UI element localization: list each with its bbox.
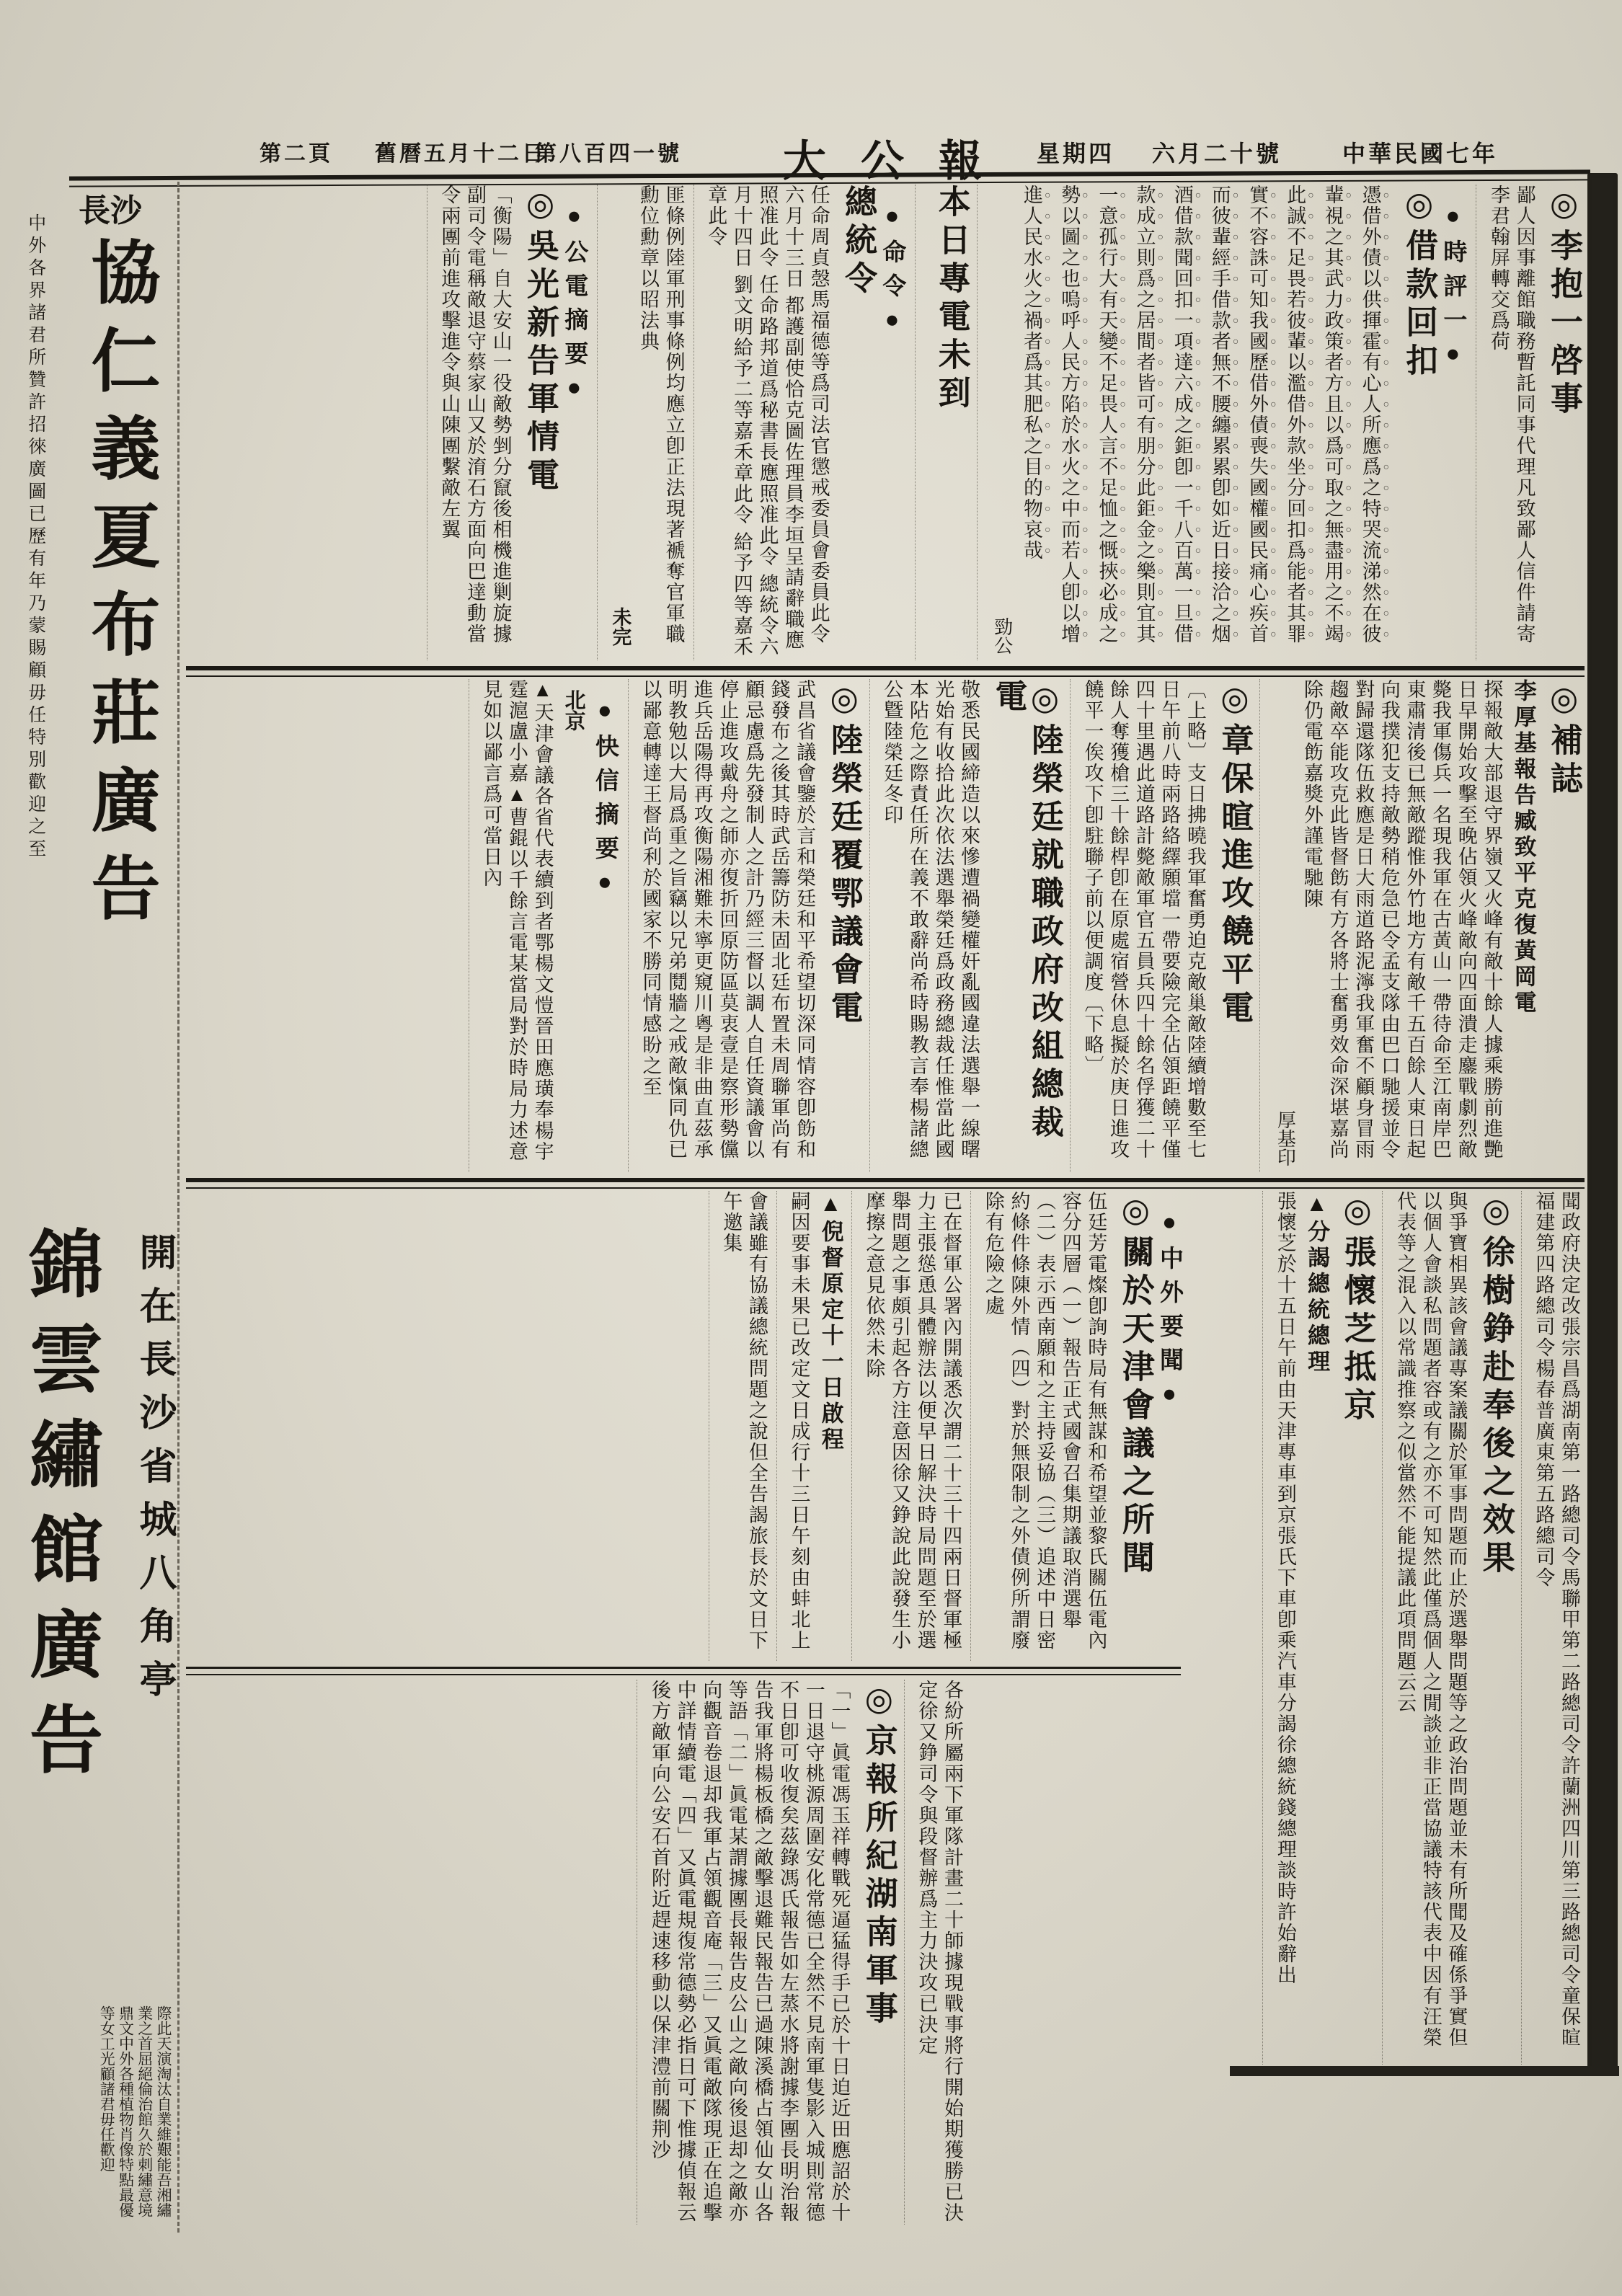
masthead-year: 中華民國七年 bbox=[1342, 141, 1499, 167]
article bbox=[427, 185, 590, 660]
page-edge-border bbox=[1587, 173, 1618, 2076]
article-body: 伍廷芳電燦卽詢時局有無謀和希望並黎氏關伍電內容分四層（一）報告正式國會召集期議取消選舉（二）表示西南願和之主持妥協（三）追述中日密約條件條陳外情（四）對於無限制之外債例所謂廢除有危險之處 bbox=[982, 1191, 1107, 1651]
ad-cloth-shop bbox=[22, 185, 159, 1208]
article-subhead: ▲倪督原定十一日啟程 bbox=[817, 1191, 843, 1453]
band-capital-news-right bbox=[1191, 1191, 1582, 2065]
article-body: 「一」眞電馮玉祥轉戰死逼猛得手已於十日迫近田應詔於十一日退守桃源周圍安化常德已全然不見南軍隻影入城則常德不日卽可收復矣茲錄馮氏報告如左蒸水將謝據李團長明治報告我軍將楊板橋之敵擊退難民報告已過陳溪橋占領仙女山各等語「二」眞電某謂據團長報告皮公山之敵向後退却之敵亦向觀音卷退却我軍占領觀音庵「三」又眞電敵隊現正在追擊中詳情續電「四」又眞電規復常德勢必指日可下惟據偵報云後方敵軍向公安石首附近趕速移動以保津澧前關荆沙 bbox=[648, 1680, 851, 2223]
article-note: 未完 bbox=[609, 607, 631, 646]
article bbox=[597, 185, 686, 660]
article bbox=[637, 1680, 896, 2225]
article bbox=[869, 679, 1063, 1172]
masthead-date: 六月二十號 bbox=[1152, 141, 1282, 167]
article-body: 〔上略〕支日拂曉我軍奮勇迫克敵巢敵陸續增數至七日午前八時兩路絡繹願壋一帶要險完全佔領距饒平僅四十里遇此道路計斃敵軍官五員兵四十餘名俘獲二十餘人奪獲槍三十餘桿卽在原處宿營休息擬於庚日進攻饒平一俟攻下卽駐聯子前以便調度〔下略〕 bbox=[1081, 679, 1207, 1160]
ad-embroidery-body: 際此天演淘汰自業維艱能吾湘繡業之首屈絕倫治館久於刺繡意境鼎文中外各種植物肖像特點最優等女工光顧諸君毋任歡迎 bbox=[98, 2005, 172, 2217]
masthead-weekday: 星期四 bbox=[1037, 141, 1115, 167]
article bbox=[469, 679, 621, 1172]
article-headline: 本日專電未到 bbox=[933, 185, 970, 414]
band-hunan-military bbox=[186, 1680, 965, 2225]
article-body: 各紛所屬兩下軍隊計畫二十師據現戰事將行開始期獲勝已決定徐又錚司令與段督辦爲主力決攻已決定 bbox=[916, 1680, 963, 2223]
article-headline: 總統令 bbox=[840, 185, 877, 299]
article-headline: ◎章保暄進攻饒平電 bbox=[1216, 679, 1253, 1029]
article-signature: 厚基印 bbox=[1275, 1110, 1296, 1166]
frame-corner-rule bbox=[1230, 2066, 1619, 2076]
article bbox=[1262, 1191, 1375, 2065]
article-headline: ◎張懷芝抵京 bbox=[1339, 1191, 1375, 1426]
masthead-issue-number: 第八百四一號 bbox=[535, 142, 682, 166]
article-body: 探報敵大部退守界嶺又火峰有敵十餘人據乘勝前進艷日早開始攻擊至晚佔領火峰敵向四面潰走鏖戰劇烈敵斃我軍傷兵一名現我軍在古黃山一帶待命至江南岸巴東肅清後已無敵蹤惟外竹地方有敵千五百餘人東日起向我撲犯支持敵勢稍危急已令孟支隊由巴口馳援並令對歸還隊伍救應是日大雨道路泥濘我軍奮不顧身冒雨趨敵卒能攻克此皆督飭有方各將士奮勇效命深堪嘉尚除仍電飭嘉獎外謹電馳陳 bbox=[1301, 679, 1503, 1160]
article-headline: ◎李抱一啓事 bbox=[1546, 185, 1582, 420]
article bbox=[915, 185, 969, 660]
article-body: 匪條例陸軍刑事條例均應立卽正法現著褫奪官軍職勳位勳章以昭法典 bbox=[637, 185, 685, 644]
article-body: ▲天津會議各省代表續到者鄂楊文愷晉田應璜奉楊宇霆滬盧小嘉▲曹錕以千餘言電某當局對於時局力述意見如以鄙言爲可當日內 bbox=[480, 679, 554, 1162]
section-kicker: ●快信摘要● bbox=[591, 698, 618, 905]
ad-cloth-place: 長沙 bbox=[79, 193, 142, 229]
article bbox=[1521, 1191, 1582, 2065]
article bbox=[904, 1680, 965, 2225]
region-label: 北京 bbox=[562, 689, 585, 731]
masthead-lunar-date: 舊曆五月十二日 bbox=[375, 142, 546, 166]
article bbox=[1476, 185, 1582, 660]
article-headline: ◎徐樹錚赴奉後之效果 bbox=[1477, 1191, 1514, 1579]
article bbox=[628, 679, 862, 1172]
article bbox=[1070, 679, 1253, 1172]
article-body: 張懷芝於十五日午前由天津專車到京張氏下車卽乘汽車分謁徐總統錢總理談時許始辭出 bbox=[1274, 1191, 1296, 1985]
band-separator-rule bbox=[186, 1178, 1585, 1189]
ad-embroidery-title: 錦雲繡館廣告 bbox=[19, 1225, 101, 1796]
article-body: 會議雖有協議總統問題之說但全告謁旅長於文日下午邀集 bbox=[720, 1191, 768, 1651]
article bbox=[693, 185, 908, 660]
ad-embroidery-house bbox=[19, 1225, 174, 2232]
ad-cloth-title: 協仁義夏布莊廣告 bbox=[81, 236, 159, 940]
masthead-page-number: 第二頁 bbox=[260, 142, 333, 166]
article-body: 憑借外債以供揮霍有心人所應爲之特哭流涕然在彼輩視之其武力政策者方且以爲可取之無盡用之不竭此誠不足畏若彼輩以濫借外款坐分回扣爲能者其罪實不容誅可知我國歷借外債喪失國權國民痛心疾首而彼輩經手借款者無不腰纏累累卽如近日接洽之烟酒借款聞回扣一項達六成之鉅卽一千八百萬一旦借款成立則爲之居間者皆可有朋分此鉅金之樂則宜其一意孤行大有天變不足畏人言不足恤之慨挾必成之勢以圖之也嗚呼人民方陷於水火之中而若人卽以增進人民水火之禍者爲其肥私之目的物哀哉 bbox=[1020, 185, 1381, 644]
article-headline: ◎吳光新告軍情電 bbox=[522, 185, 559, 496]
band-capital-news-left bbox=[186, 1191, 1185, 1661]
ad-embroidery-location: 開在長沙省城八角亭 bbox=[133, 1233, 174, 1713]
band-separator-rule bbox=[186, 666, 1585, 677]
article bbox=[970, 1191, 1185, 1661]
article-body: 已在督軍公署內開議悉次謂二十三十四兩日督軍極力主張慫恿具體辦法以便早日解決時局問題至於選舉問題之事頗引起各方注意因徐又錚說此說發生小摩擦之意見依然未除 bbox=[863, 1191, 962, 1651]
article-headline: ◎關於天津會議之所聞 bbox=[1117, 1191, 1153, 1579]
article-body: 鄙人因事離館職務暫託同事代理凡致鄙人信件請寄李君翰屏轉交爲荷 bbox=[1487, 185, 1535, 644]
band-top-news bbox=[186, 185, 1582, 660]
article-signature: 勁公 bbox=[991, 617, 1013, 655]
article bbox=[1259, 679, 1582, 1172]
ad-column-divider bbox=[177, 182, 180, 2233]
article-body: 嗣因要事未果已改定文日成行十三日午刻由蚌北上 bbox=[788, 1191, 810, 1651]
section-kicker: ●中外要聞● bbox=[1156, 1210, 1182, 1417]
band-separator-rule bbox=[186, 1667, 1181, 1675]
article-body: 任命周貞愨馬福德等爲司法官懲戒委員會委員此令六月十三日 都護副使恰克圖佐理員李垣呈請辭職應照准此令 任命路邦道爲秘書長應照准此令 總統令六月十四日 劉文明給予二等嘉禾章此令 給予四等嘉禾章此令 bbox=[705, 185, 830, 657]
article-subhead: ▲分謁總統總理 bbox=[1304, 1191, 1330, 1375]
article-body: 敬悉民國締造以來慘遭禍變權奸亂國違法選舉一線曙光始有收拾此次依法選舉榮廷爲政務總裁任惟當此國本阽危之際責任所在義不敢辭尚希時賜教言奉楊諸總公曁陸榮廷冬印 bbox=[881, 679, 980, 1160]
article bbox=[1382, 1191, 1513, 2065]
section-kicker: ●時評一● bbox=[1440, 203, 1466, 377]
article bbox=[977, 185, 1469, 660]
article-body: 「衡陽」自大安山一役敵勢剉分竄後相機進剿旋據副司令電稱敵退守蔡家山又於淯石方面向巴達動當令兩團前進攻擊進令與山陳團繫敵左翼 bbox=[438, 185, 512, 644]
article-subhead: 李厚基報告臧致平克復黃岡電 bbox=[1510, 679, 1536, 1016]
article-body: 聞政府決定改張宗昌爲湖南第一路總司令馬聯甲第二路總司令許蘭洲四川第三路總司令童保暄福建第四路總司令楊春普廣東第五路總司令 bbox=[1533, 1191, 1580, 2048]
masthead bbox=[0, 131, 1622, 185]
article-body: 與爭寶相異該會議專案議關於軍事問題而止於選舉問題等之政治問題並未有所聞及確係爭實但以個人會談私問題者容或有之亦不可知然此僅爲個人之閒談並非正當協議特該代表中因有汪榮代表等之混入以常識推察之似當然不能提議此項問題云云 bbox=[1394, 1191, 1468, 2048]
article bbox=[776, 1191, 844, 1661]
article-body: 武昌省議會鑒於言和榮廷和平希望切深同情容卽飭和錢發布之後其時武岳籌防未固北廷布置未周聯軍尚有顧忌慮爲先發制人之計乃經三督以調人自任資議會以停止進攻戴舟之師亦復折回原防區莫衷壹是察形勢儻進兵岳陽得再攻衡陽湘難未寧更窺川粵是非曲直茲承明教勉以大局爲重之旨竊以兄弟鬩牆之戒敵愾同仇已以鄙意轉達王督尚利於國家不勝同情感盼之至 bbox=[639, 679, 816, 1160]
article-headline: ◎補誌 bbox=[1546, 679, 1582, 799]
article bbox=[709, 1191, 769, 1661]
article-headline: ◎陸榮廷就職政府改組總裁電 bbox=[990, 679, 1063, 1143]
article-headline: ◎借款回扣 bbox=[1401, 185, 1437, 381]
ad-cloth-note: 中外各界諸君所贊許招徠廣圖已歷有年乃蒙賜顧毋任特別歡迎之至 bbox=[25, 213, 45, 861]
band-telegrams bbox=[186, 679, 1582, 1172]
article-headline: ◎京報所紀湖南軍事 bbox=[860, 1680, 897, 2029]
section-kicker: ●公電摘要● bbox=[561, 203, 588, 411]
article bbox=[851, 1191, 964, 1661]
article-headline: ◎陸榮廷覆鄂議會電 bbox=[825, 679, 862, 1029]
paper-title: 大公報 bbox=[783, 138, 1016, 185]
section-kicker: ●命令● bbox=[879, 203, 905, 343]
